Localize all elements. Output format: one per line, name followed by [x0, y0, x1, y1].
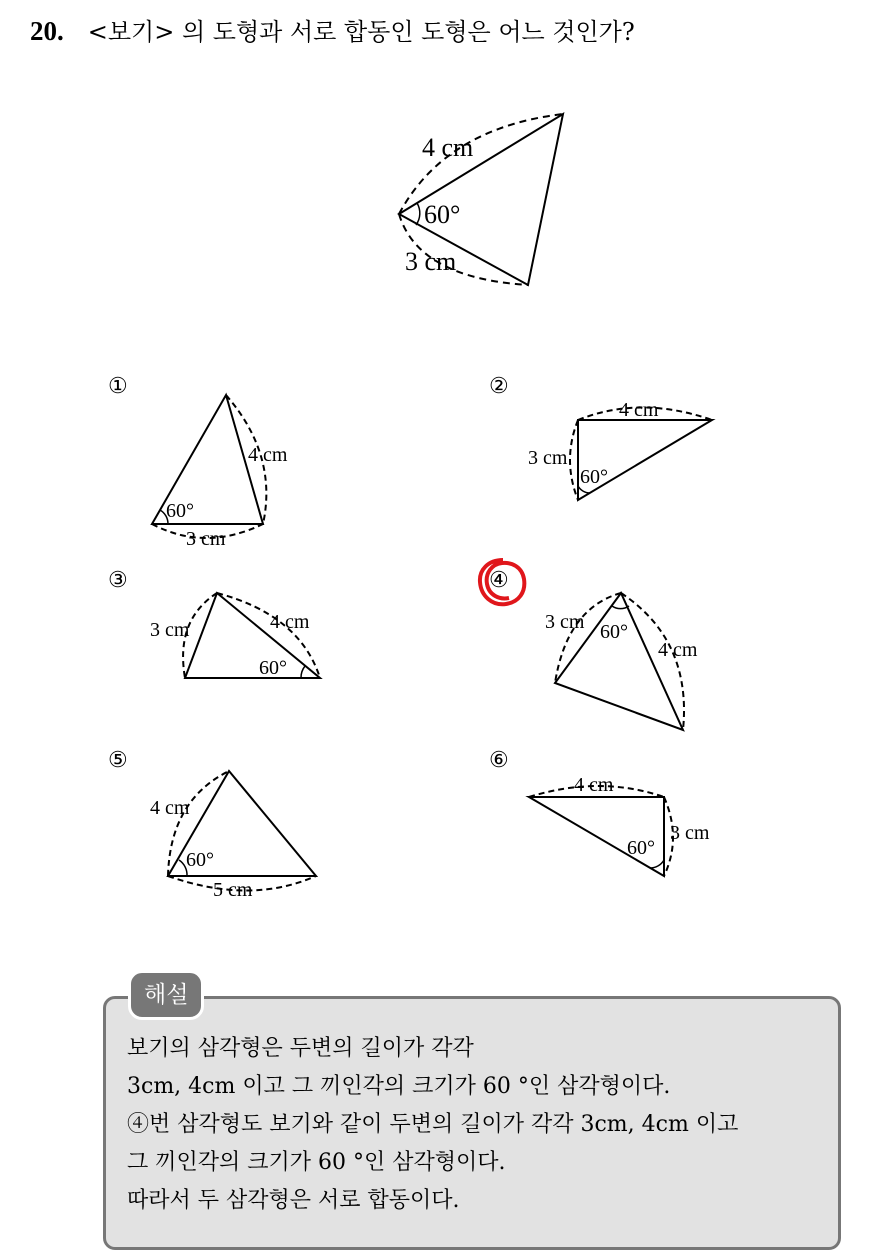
question-number: 20.: [30, 16, 64, 46]
choice-1-side-label-a: 4 cm: [248, 444, 288, 466]
choice-5-side-label-a: 4 cm: [150, 797, 190, 819]
choice-1-angle-label: 60°: [166, 500, 194, 522]
choice-1-marker[interactable]: ①: [108, 373, 128, 398]
choice-6-side-label-b: 3 cm: [670, 822, 710, 844]
choice-2-side-label-a: 4 cm: [619, 399, 659, 421]
choice-4-side-label-a: 3 cm: [545, 611, 585, 633]
choice-2-marker[interactable]: ②: [489, 373, 509, 398]
choice-4-angle-label: 60°: [600, 621, 628, 643]
explanation-line-5: 따라서 두 삼각형은 서로 합동이다.: [127, 1188, 460, 1213]
choice-4-side-label-b: 4 cm: [658, 639, 698, 661]
choice-3-side-label-a: 3 cm: [150, 619, 190, 641]
explanation-line-4: 그 끼인각의 크기가 60 °인 삼각형이다.: [127, 1150, 506, 1175]
reference-side-label-a: 4 cm: [422, 133, 474, 162]
explanation-line-1: 보기의 삼각형은 두변의 길이가 각각: [127, 1036, 474, 1061]
choice-5-triangle[interactable]: [168, 771, 316, 891]
explanation-line-2: 3cm, 4cm 이고 그 끼인각의 크기가 60 °인 삼각형이다.: [127, 1074, 671, 1099]
question-text: <보기> 의 도형과 서로 합동인 도형은 어느 것인가?: [87, 18, 635, 46]
explanation-text: [127, 1030, 738, 1220]
choice-6-angle-label: 60°: [627, 837, 655, 859]
choice-3-triangle[interactable]: [183, 593, 320, 678]
choice-4-marker[interactable]: ④: [489, 567, 509, 592]
reference-side-label-b: 3 cm: [405, 247, 457, 276]
choice-5-angle-label: 60°: [186, 849, 214, 871]
choice-3-angle-label: 60°: [259, 657, 287, 679]
explanation-line-3: ④번 삼각형도 보기와 같이 두변의 길이가 각각 3cm, 4cm 이고: [127, 1112, 739, 1137]
choice-3-side-label-b: 4 cm: [270, 611, 310, 633]
explanation-title-badge: 해설: [128, 970, 204, 1020]
choice-6-marker[interactable]: ⑥: [489, 747, 509, 772]
choice-1-side-label-b: 3 cm: [186, 528, 226, 550]
choice-6-side-label-a: 4 cm: [574, 774, 614, 796]
choice-6-triangle[interactable]: [529, 786, 673, 876]
reference-angle-label: 60°: [424, 200, 461, 229]
choice-2-side-label-b: 3 cm: [528, 447, 568, 469]
choice-5-marker[interactable]: ⑤: [108, 747, 128, 772]
choice-3-marker[interactable]: ③: [108, 567, 128, 592]
choice-5-side-label-b: 5 cm: [213, 879, 253, 901]
choice-2-angle-label: 60°: [580, 466, 608, 488]
